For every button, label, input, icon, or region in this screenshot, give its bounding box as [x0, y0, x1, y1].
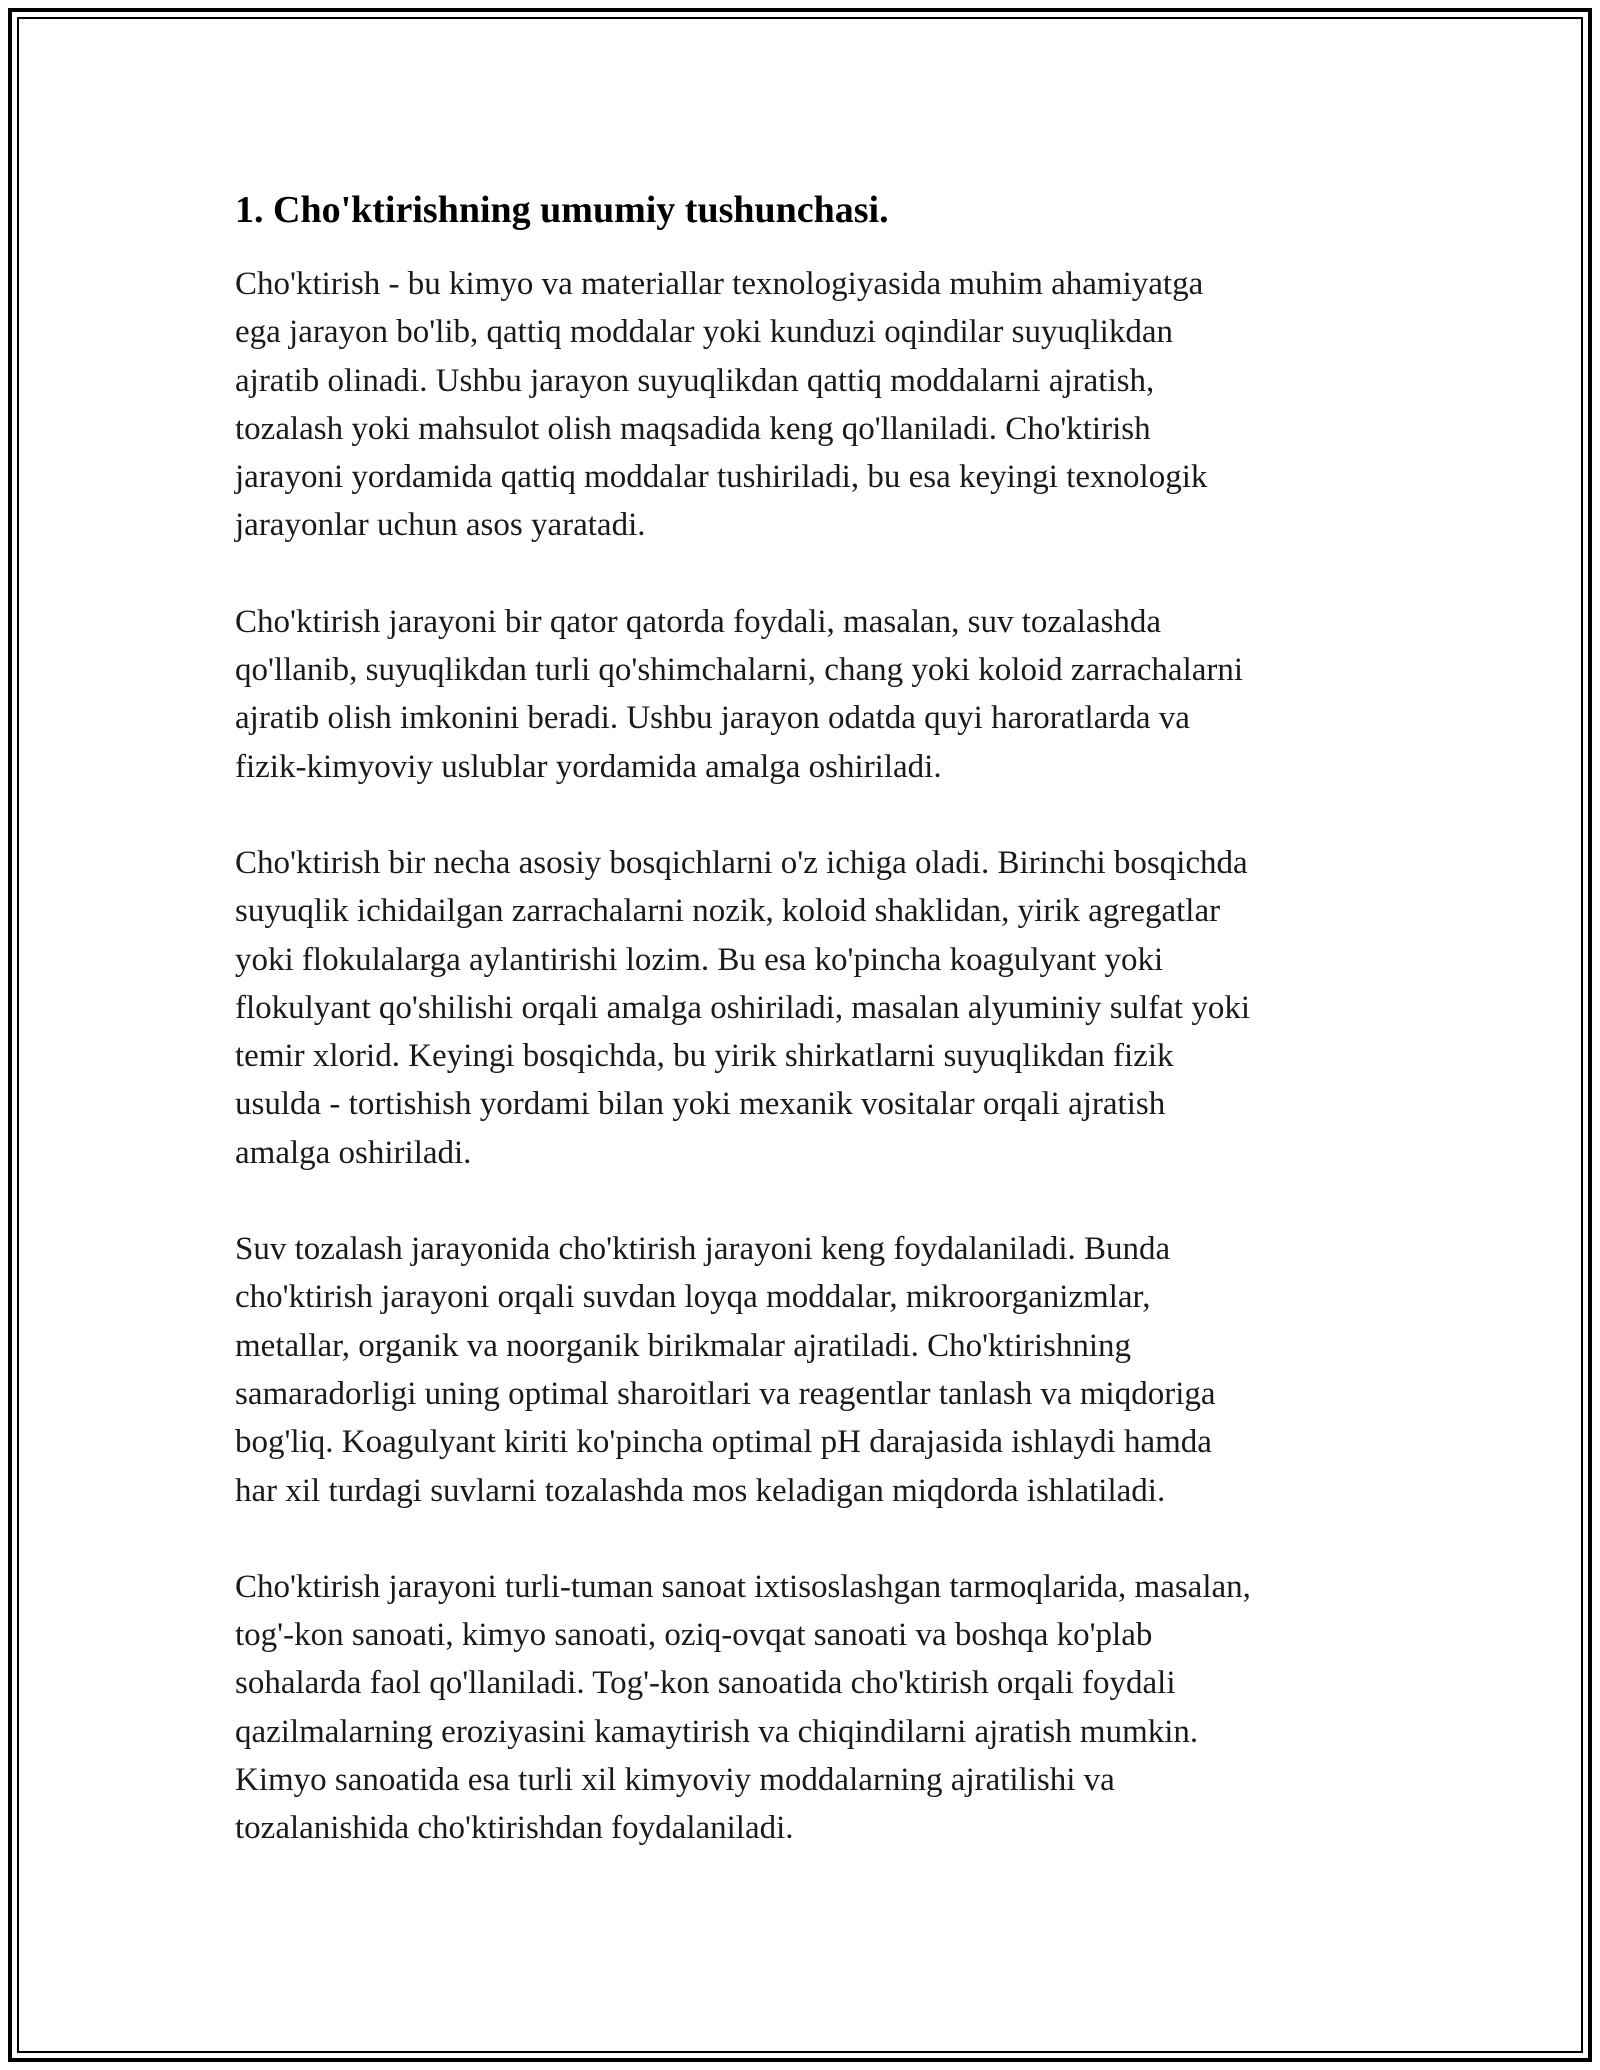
paragraph-4: [235, 1225, 1375, 1515]
paragraph-line: Cho'ktirish - bu kimyo va materiallar texnologiyasida muhim ahamiyatga: [235, 266, 1204, 302]
paragraph-line: ajratib olinadi. Ushbu jarayon suyuqlikdan qattiq moddalarni ajratish,: [235, 362, 1155, 399]
paragraph-line: qo'llanib, suyuqlikdan turli qo'shimchalarni, chang yoki koloid zarrachalarni: [235, 652, 1244, 689]
paragraph-line: sohalarda faol qo'llaniladi. Tog'-kon sanoatida cho'ktirish orqali foydali: [235, 1665, 1176, 1702]
paragraph-line: temir xlorid. Keyingi bosqichda, bu yirik shirkatlarni suyuqlikdan fizik: [235, 1038, 1174, 1075]
paragraph-line: amalga oshiriladi.: [235, 1134, 472, 1171]
paragraph-line: Cho'ktirish jarayoni turli-tuman sanoat ixtisoslashgan tarmoqlarida, masalan,: [235, 1568, 1251, 1605]
paragraph-line: bog'liq. Koagulyant kiriti ko'pincha optimal pH darajasida ishlaydi hamda: [235, 1424, 1212, 1461]
paragraph-line: Cho'ktirish bir necha asosiy bosqichlarni o'z ichiga oladi. Birinchi bosqichda: [235, 844, 1248, 881]
section-heading: 1. Cho'ktirishning umumiy tushunchasi.: [235, 189, 889, 231]
paragraph-line: fizik-kimyoviy uslublar yordamida amalga oshiriladi.: [235, 748, 942, 785]
paragraph-line: har xil turdagi suvlarni tozalashda mos keladigan miqdorda ishlatiladi.: [235, 1472, 1166, 1509]
paragraph-2: [235, 598, 1375, 791]
paragraph-line: ega jarayon bo'lib, qattiq moddalar yoki kunduzi oqindilar suyuqlikdan: [235, 314, 1174, 351]
paragraph-line: cho'ktirish jarayoni orqali suvdan loyqa moddalar, mikroorganizmlar,: [235, 1279, 1151, 1316]
paragraph-line: metallar, organik va noorganik birikmalar ajratiladi. Cho'ktirishning: [235, 1327, 1132, 1364]
paragraph-line: jarayoni yordamida qattiq moddalar tushiriladi, bu esa keyingi texnologik: [235, 459, 1208, 496]
paragraph-line: flokulyant qo'shilishi orqali amalga oshiriladi, masalan alyuminiy sulfat yoki: [235, 989, 1251, 1026]
paragraph-line: Suv tozalash jarayonida cho'ktirish jarayoni keng foydalaniladi. Bunda: [235, 1231, 1171, 1268]
paragraph-line: yoki flokulalarga aylantirishi lozim. Bu esa ko'pincha koagulyant yoki: [235, 941, 1164, 978]
paragraph-line: tog'-kon sanoati, kimyo sanoati, oziq-ovqat sanoati va boshqa ko'plab: [235, 1617, 1153, 1654]
paragraph-line: suyuqlik ichidailgan zarrachalarni nozik, koloid shaklidan, yirik agregatlar: [235, 893, 1221, 930]
paragraph-line: Kimyo sanoatida esa turli xil kimyoviy moddalarning ajratilishi va: [235, 1762, 1115, 1799]
paragraph-line: samaradorligi uning optimal sharoitlari va reagentlar tanlash va miqdoriga: [235, 1375, 1216, 1412]
paragraph-5: [235, 1563, 1375, 1853]
paragraph-line: ajratib olish imkonini beradi. Ushbu jarayon odatda quyi haroratlarda va: [235, 700, 1190, 737]
paragraph-line: jarayonlar uchun asos yaratadi.: [235, 507, 646, 544]
paragraph-line: tozalash yoki mahsulot olish maqsadida keng qo'llaniladi. Cho'ktirish: [235, 410, 1151, 447]
paragraph-1: [235, 260, 1375, 550]
document-body: [235, 186, 1375, 1901]
paragraph-line: qazilmalarning eroziyasini kamaytirish va chiqindilarni ajratish mumkin.: [235, 1713, 1199, 1750]
paragraph-3: [235, 839, 1375, 1177]
paragraph-line: tozalanishida cho'ktirishdan foydalaniladi.: [235, 1810, 794, 1847]
paragraph-line: Cho'ktirish jarayoni bir qator qatorda foydali, masalan, suv tozalashda: [235, 603, 1162, 640]
paragraph-line: usulda - tortishish yordami bilan yoki mexanik vositalar orqali ajratish: [235, 1086, 1166, 1123]
